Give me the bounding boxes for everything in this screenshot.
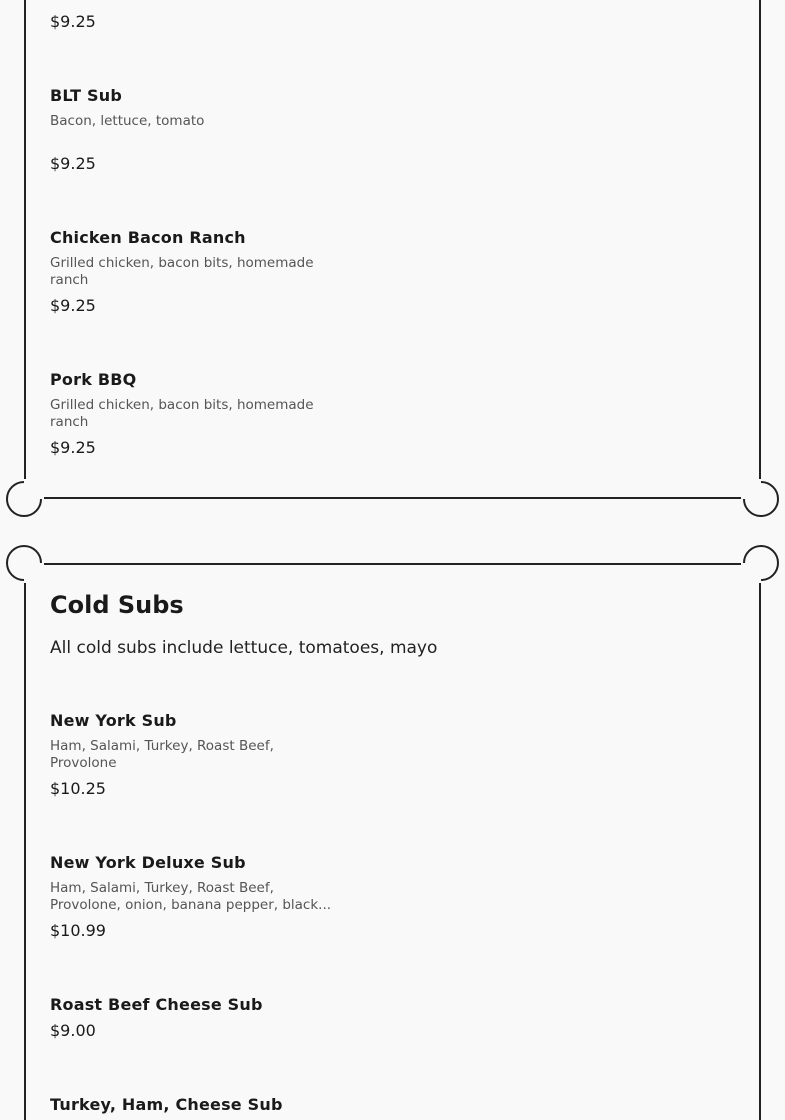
menu-item-name[interactable]: Pork BBQ [50,370,137,389]
menu-item-description: Grilled chicken, bacon bits, homemade ranch [50,397,314,430]
menu-item-price: $9.25 [50,438,96,457]
menu-item-name[interactable]: Roast Beef Cheese Sub [50,995,263,1014]
menu-item-price: $10.25 [50,779,106,798]
menu-item-name[interactable]: New York Deluxe Sub [50,853,246,872]
menu-item-description: Grilled chicken, bacon bits, homemade ranch [50,255,314,288]
menu-item-price: $9.25 [50,296,96,315]
section-title: Cold Subs [50,591,184,619]
menu-item-name[interactable]: Turkey, Ham, Cheese Sub [50,1095,283,1114]
menu-item-price: $9.25 [50,12,96,31]
menu-item-description: Bacon, lettuce, tomato [50,113,205,129]
menu-item-price: $9.00 [50,1021,96,1040]
section-note: All cold subs include lettuce, tomatoes, mayo [50,638,438,658]
menu-item-price: $9.25 [50,154,96,173]
menu-item-name[interactable]: Chicken Bacon Ranch [50,228,246,247]
menu-item-price: $10.99 [50,921,106,940]
menu-item-description: Ham, Salami, Turkey, Roast Beef, Provolone, onion, banana pepper, black... [50,880,332,913]
menu-item-description: Ham, Salami, Turkey, Roast Beef, Provolone [50,738,274,771]
menu-item-name[interactable]: BLT Sub [50,86,122,105]
menu-item-name[interactable]: New York Sub [50,711,177,730]
